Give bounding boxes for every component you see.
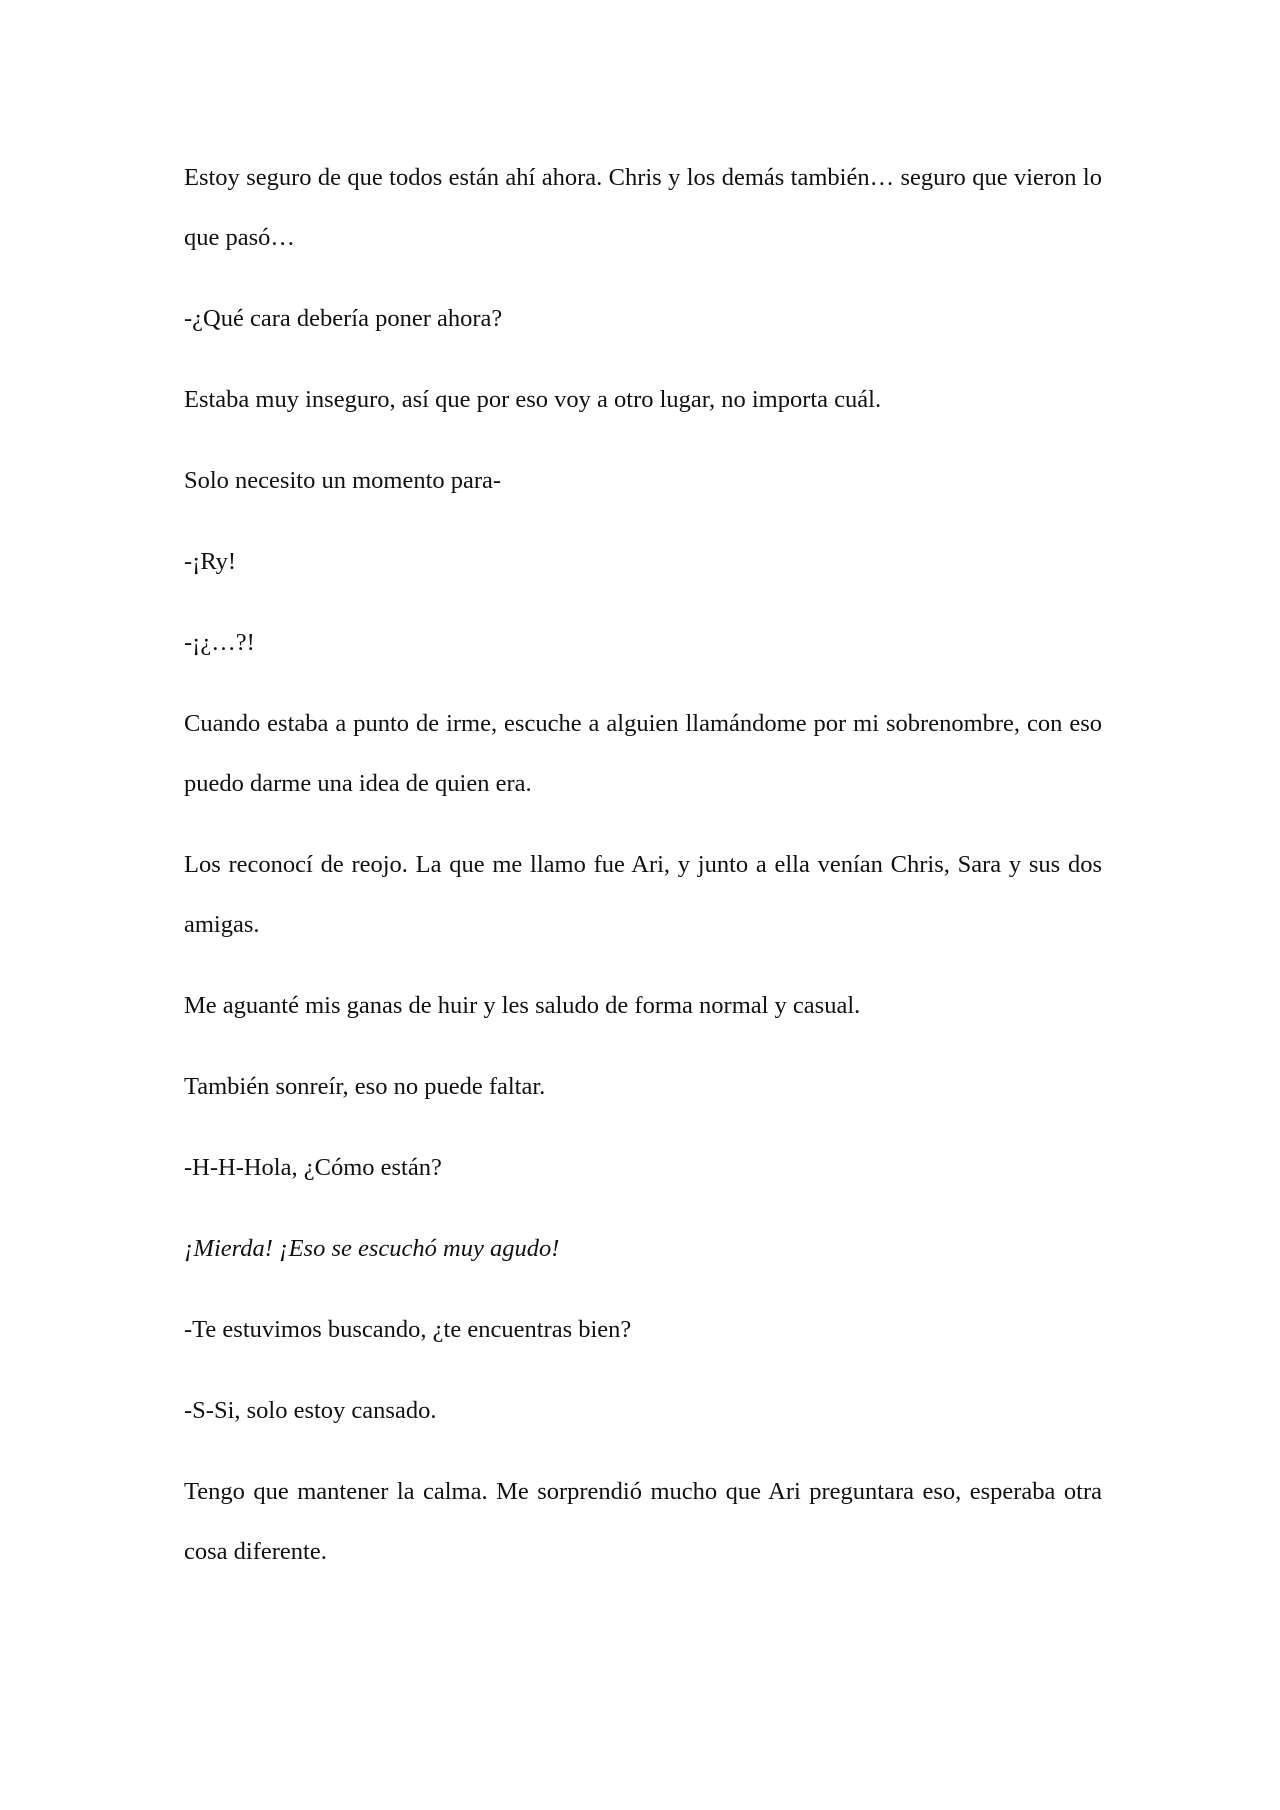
paragraph-dialogue-2: -¡Ry! [184,548,237,575]
paragraph-narration-3: Solo necesito un momento para- [184,467,502,494]
paragraph-dialogue-4: -H-H-Hola, ¿Cómo están? [184,1154,442,1181]
paragraph-narration-2: Estaba muy inseguro, así que por eso voy a otro lugar, no importa cuál. [184,386,882,413]
paragraph-narration-6: Me aguanté mis ganas de huir y les saludo de forma normal y casual. [184,992,861,1019]
paragraph-dialogue-6: -S-Si, solo estoy cansado. [184,1397,437,1424]
paragraph-dialogue-1: -¿Qué cara debería poner ahora? [184,305,503,332]
document-body [184,148,1102,1582]
paragraph-narration-7: También sonreír, eso no puede faltar. [184,1073,546,1100]
paragraph-dialogue-5: -Te estuvimos buscando, ¿te encuentras bien? [184,1316,632,1343]
paragraph-narration-8: Tengo que mantener la calma. Me sorprendió mucho que Ari preguntara eso, esperaba otra cosa diferente. [184,1478,1102,1565]
paragraph-narration-1: Estoy seguro de que todos están ahí ahora. Chris y los demás también… seguro que vieron lo que pasó… [184,164,1102,251]
paragraph-narration-5: Los reconocí de reojo. La que me llamo fue Ari, y junto a ella venían Chris, Sara y sus dos amigas. [184,851,1102,938]
paragraph-dialogue-3: -¡¿…?! [184,629,255,656]
paragraph-narration-4: Cuando estaba a punto de irme, escuche a alguien llamándome por mi sobrenombre, con eso puedo darme una idea de quien era. [184,710,1102,797]
paragraph-inner-thought: ¡Mierda! ¡Eso se escuchó muy agudo! [184,1235,560,1262]
